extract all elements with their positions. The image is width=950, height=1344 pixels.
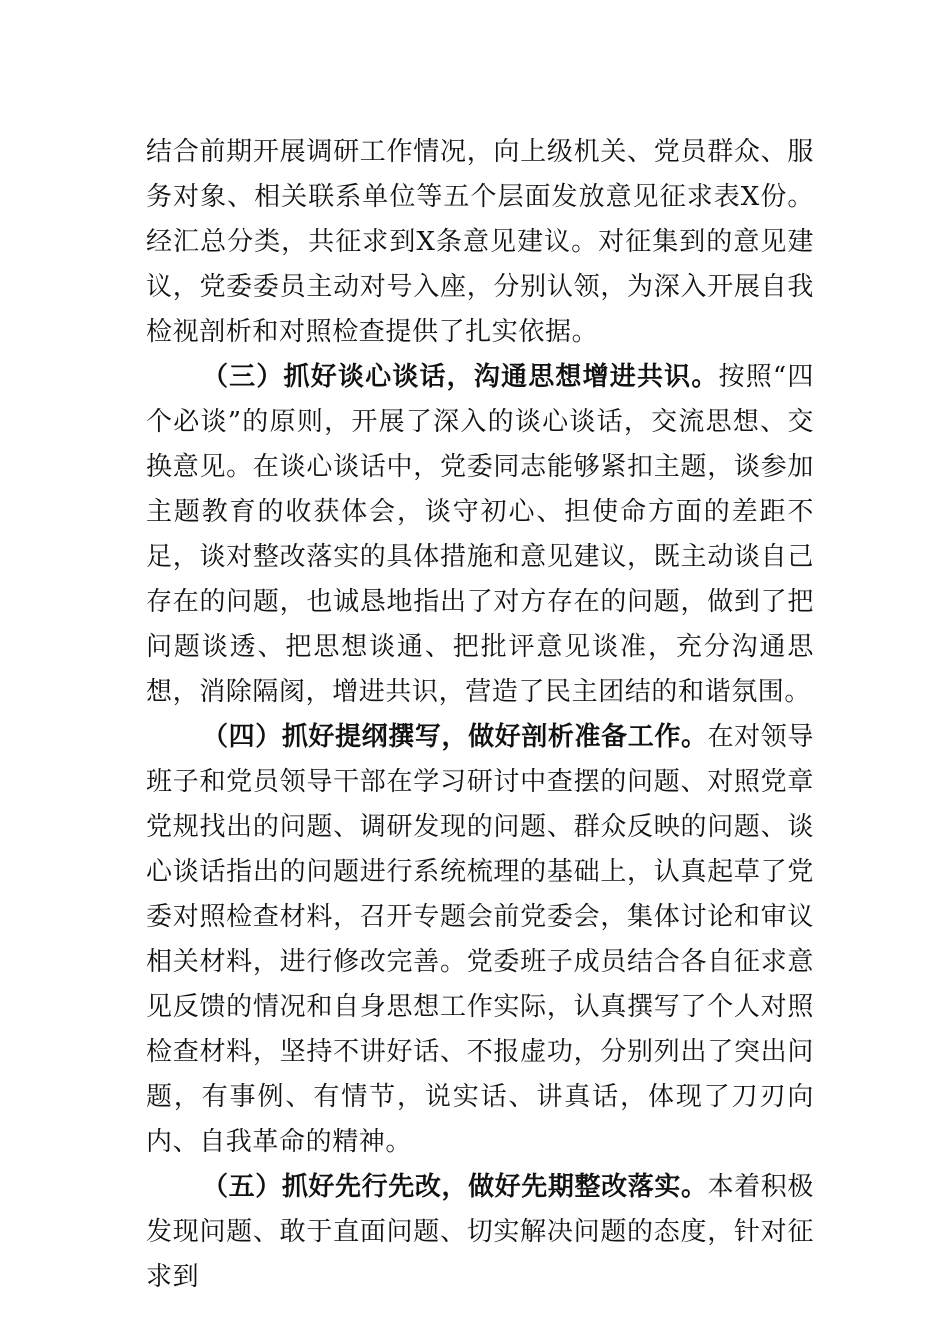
paragraph-body: 按照“四个必谈”的原则，开展了深入的谈心谈话，交流思想、交换意见。在谈心谈话中，党委同志能够紧扣主题，谈参加主题教育的收获体会，谈守初心、担使命方面的差距不足，谈对整改落实的具体措施和意见建议，既主动谈自己存在的问题，也诚恳地指出了对方存在的问题，做到了把问题谈透、把思想谈通、把批评意见谈准，充分沟通思想，消除隔阂，增进共识，营造了民主团结的和谐氛围。 bbox=[146, 362, 814, 707]
paragraph-section-5 bbox=[146, 1165, 814, 1300]
paragraph-body: 在对领导班子和党员领导干部在学习研讨中查摆的问题、对照党章党规找出的问题、调研发现的问题、群众反映的问题、谈心谈话指出的问题进行系统梳理的基础上，认真起草了党委对照检查材料，召开专题会前党委会，集体讨论和审议相关材料，进行修改完善。党委班子成员结合各自征求意见反馈的情况和自身思想工作实际，认真撰写了个人对照检查材料，坚持不讲好话、不报虚功，分别列出了突出问题，有事例、有情节，说实话、讲真话，体现了刀刃向内、自我革命的精神。 bbox=[146, 722, 814, 1157]
paragraph-section-3 bbox=[146, 355, 814, 715]
section-heading: （五）抓好先行先改，做好先期整改落实。 bbox=[202, 1172, 708, 1202]
paragraph-body: 结合前期开展调研工作情况，向上级机关、党员群众、服务对象、相关联系单位等五个层面发放意见征求表X份。经汇总分类，共征求到X条意见建议。对征集到的意见建议，党委委员主动对号入座，分别认领，为深入开展自我检视剖析和对照检查提供了扎实依据。 bbox=[146, 137, 814, 347]
section-heading: （三）抓好谈心谈话，沟通思想增进共识。 bbox=[202, 362, 719, 392]
paragraph-continuation bbox=[146, 130, 814, 355]
paragraph-body: 本着积极发现问题、敢于直面问题、切实解决问题的态度，针对征求到 bbox=[146, 1172, 814, 1292]
document-body bbox=[146, 130, 814, 1300]
paragraph-section-4 bbox=[146, 715, 814, 1165]
section-heading: （四）抓好提纲撰写，做好剖析准备工作。 bbox=[202, 722, 708, 752]
